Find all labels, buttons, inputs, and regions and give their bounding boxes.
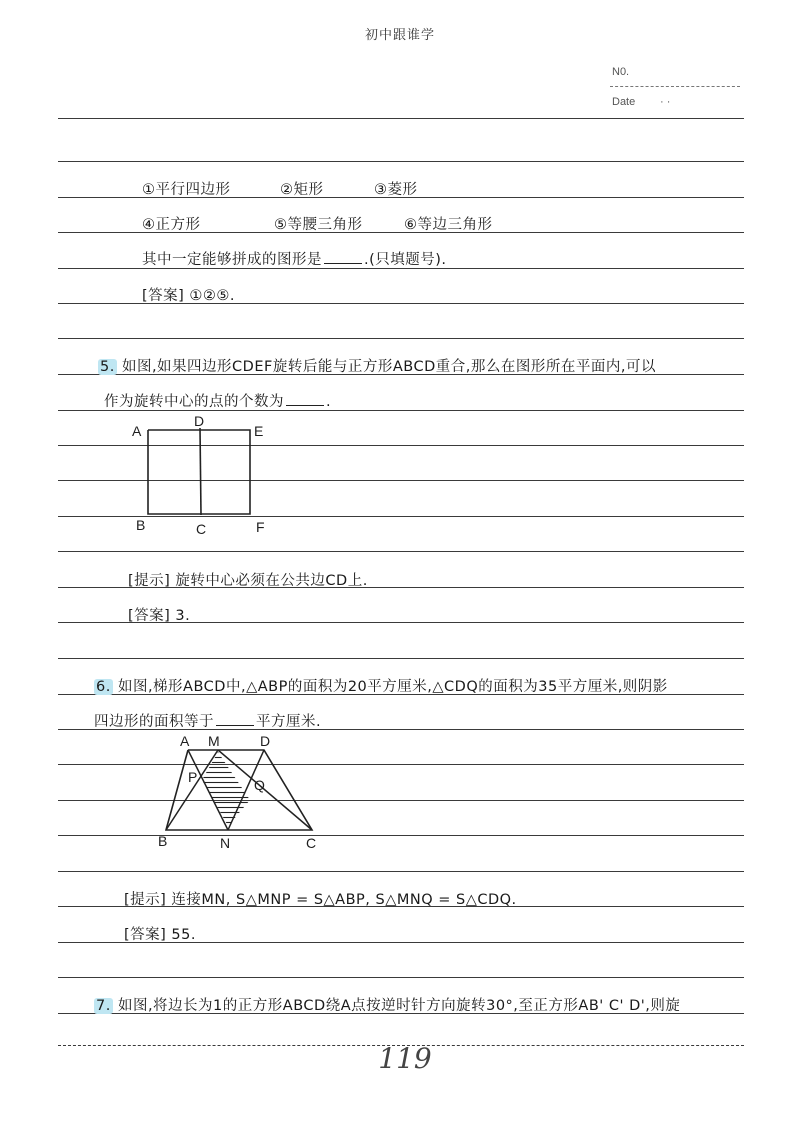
rule-line: [58, 871, 744, 872]
q6-figure: [150, 730, 340, 855]
q7-number: 7.: [96, 998, 111, 1014]
date-dots: · ·: [660, 96, 671, 108]
q6-text-line2-suffix: 平方厘米.: [256, 714, 322, 730]
q5-text-line1: 如图,如果四边形CDEF旋转后能与正方形ABCD重合,那么在图形所在平面内,可以: [121, 359, 656, 375]
q4-answer: [答案] ①②⑤.: [142, 288, 236, 304]
page-number: 119: [378, 1042, 432, 1075]
point-label-n: N: [220, 835, 231, 851]
point-label-q: Q: [254, 777, 265, 793]
q4-option-6: ⑥等边三角形: [404, 217, 493, 233]
q4-question: [142, 248, 447, 269]
q6-line2: [94, 710, 321, 731]
no-underline: [610, 86, 740, 87]
q4-option-4: ④正方形: [142, 217, 201, 233]
q6-number: 6.: [96, 679, 111, 695]
rule-line: [58, 658, 744, 659]
q6-text-line1: 如图,梯形ABCD中,△ABP的面积为20平方厘米,△CDQ的面积为35平方厘米,则阴影: [117, 679, 668, 695]
square-outline: [148, 430, 250, 514]
segment-cd: [200, 428, 201, 515]
q4-option-2: ②矩形: [280, 182, 324, 198]
q5-line2: [104, 390, 331, 411]
q6-text-line2: 四边形的面积等于: [94, 714, 214, 730]
q5-hint: [提示] 旋转中心必须在公共边CD上.: [128, 573, 368, 589]
point-label-b: B: [158, 833, 168, 849]
q5-figure: [120, 410, 290, 540]
point-label-m: M: [208, 733, 220, 749]
q7-line1: [94, 994, 680, 1015]
q6-hint: [提示] 连接MN, S△MNP = S△ABP, S△MNQ = S△CDQ.: [124, 892, 517, 908]
q6-line1: [94, 675, 668, 696]
q5-text-line2-suffix: .: [326, 394, 332, 410]
q5-answer: [答案] 3.: [128, 608, 191, 624]
q4-option-3: ③菱形: [374, 182, 418, 198]
header-title: 初中跟谁学: [364, 28, 435, 43]
point-label-d: D: [260, 733, 271, 749]
point-label-c: C: [306, 835, 317, 851]
q5-number: 5.: [100, 359, 115, 375]
rule-line: [58, 338, 744, 339]
point-label-f: F: [256, 519, 265, 535]
rule-line: [58, 161, 744, 162]
point-label-c: C: [196, 521, 207, 537]
point-label-a: A: [132, 423, 142, 439]
point-label-b: B: [136, 517, 146, 533]
answer-blank: [216, 713, 254, 726]
rule-line: [58, 551, 744, 552]
point-label-d: D: [194, 413, 205, 429]
q4-question-suffix: .(只填题号).: [364, 252, 447, 268]
q6-answer: [答案] 55.: [124, 927, 196, 943]
q4-question-text: 其中一定能够拼成的图形是: [142, 252, 322, 268]
no-label: N0.: [612, 66, 630, 78]
q7-text-line1: 如图,将边长为1的正方形ABCD绕A点按逆时针方向旋转30°,至正方形AB' C' D',则旋: [117, 998, 681, 1014]
rule-line: [58, 977, 744, 978]
q5-text-line2: 作为旋转中心的点的个数为: [104, 394, 284, 410]
point-label-a: A: [180, 733, 190, 749]
q4-option-1: ①平行四边形: [142, 182, 231, 198]
point-label-p: P: [188, 769, 198, 785]
rule-line: [58, 118, 744, 119]
date-label: Date: [612, 96, 636, 108]
answer-blank: [324, 251, 362, 264]
answer-blank: [286, 393, 324, 406]
q5-line1: [98, 355, 656, 376]
q4-option-5: ⑤等腰三角形: [274, 217, 363, 233]
point-label-e: E: [254, 423, 264, 439]
